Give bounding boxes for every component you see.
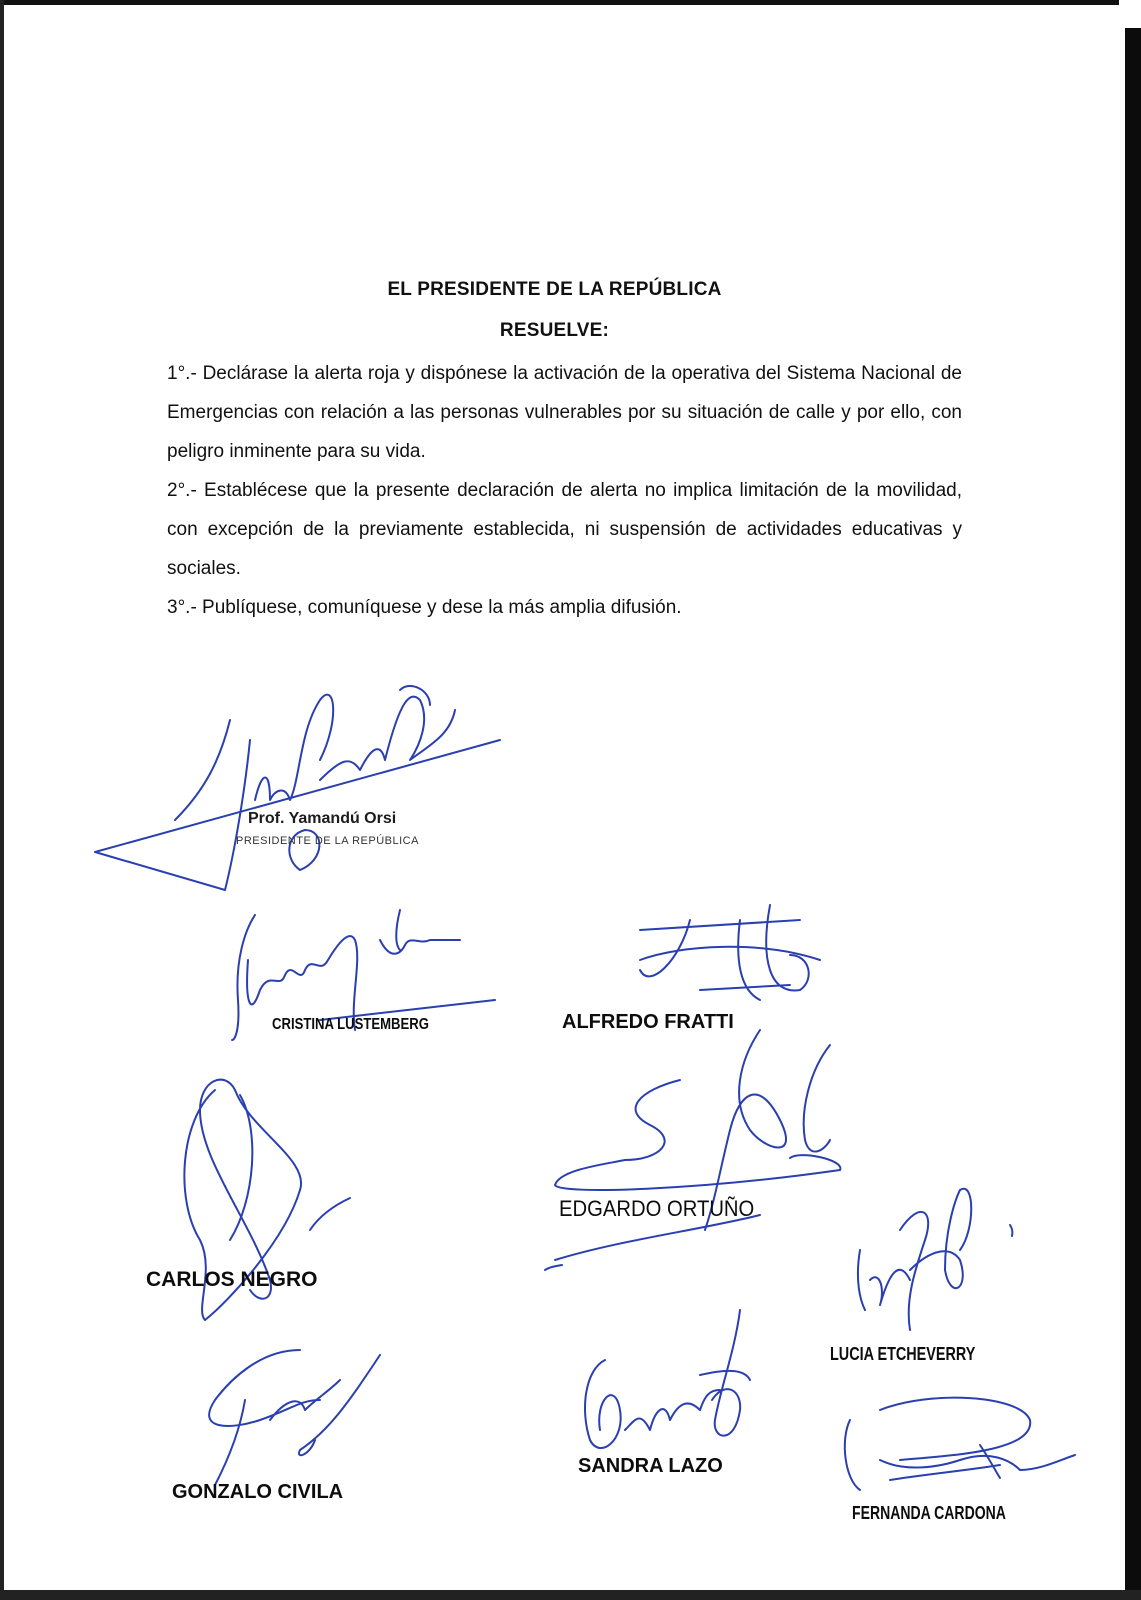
president-title: PRESIDENTE DE LA REPÚBLICA <box>236 835 419 847</box>
article-3: 3°.- Publíquese, comuníquese y dese la más amplia difusión. <box>167 597 682 618</box>
document-heading: EL PRESIDENTE DE LA REPÚBLICA <box>387 279 722 300</box>
signatory-name-civila: GONZALO CIVILA <box>172 1481 344 1503</box>
article-1: 1°.- Declárase la alerta roja y dispónese la activación de la operativa del Sistema Nacional de Emergencias con relación a las personas vulnerables por su situación de calle y por ello, con peligro inminente para su vida. <box>167 363 962 462</box>
civila-signature <box>209 1350 380 1485</box>
signatory-name-ortuno: EDGARDO ORTUÑO <box>559 1196 755 1221</box>
scan-border-bottom <box>0 1590 1141 1600</box>
president-signature <box>95 686 500 890</box>
signatory-name-lazo: SANDRA LAZO <box>578 1455 723 1477</box>
scan-border-left <box>0 0 4 1600</box>
fratti-signature <box>640 905 820 1000</box>
signatory-name-etcheverry: LUCIA ETCHEVERRY <box>830 1344 976 1364</box>
lazo-signature <box>585 1310 750 1448</box>
cardona-signature <box>845 1398 1075 1490</box>
etcheverry-signature <box>858 1189 1012 1330</box>
signatory-name-fratti: ALFREDO FRATTI <box>562 1011 734 1033</box>
scan-border-top <box>0 0 1141 5</box>
article-2: 2°.- Establécese que la presente declaración de alerta no implica limitación de la movilidad, con excepción de la previamente establecida, ni suspensión de actividades educativas y sociales. <box>167 480 962 579</box>
signatory-name-cardona: FERNANDA CARDONA <box>852 1503 1006 1523</box>
resolution-body <box>167 354 962 627</box>
signatory-name-negro: CARLOS NEGRO <box>146 1268 318 1291</box>
ortuno-signature <box>545 1030 840 1270</box>
president-name: Prof. Yamandú Orsi <box>248 810 397 827</box>
document-subheading: RESUELVE: <box>499 320 610 341</box>
signatory-name-lustemberg: CRISTINA LUSTEMBERG <box>272 1016 429 1033</box>
scan-border-right <box>1125 28 1141 1600</box>
